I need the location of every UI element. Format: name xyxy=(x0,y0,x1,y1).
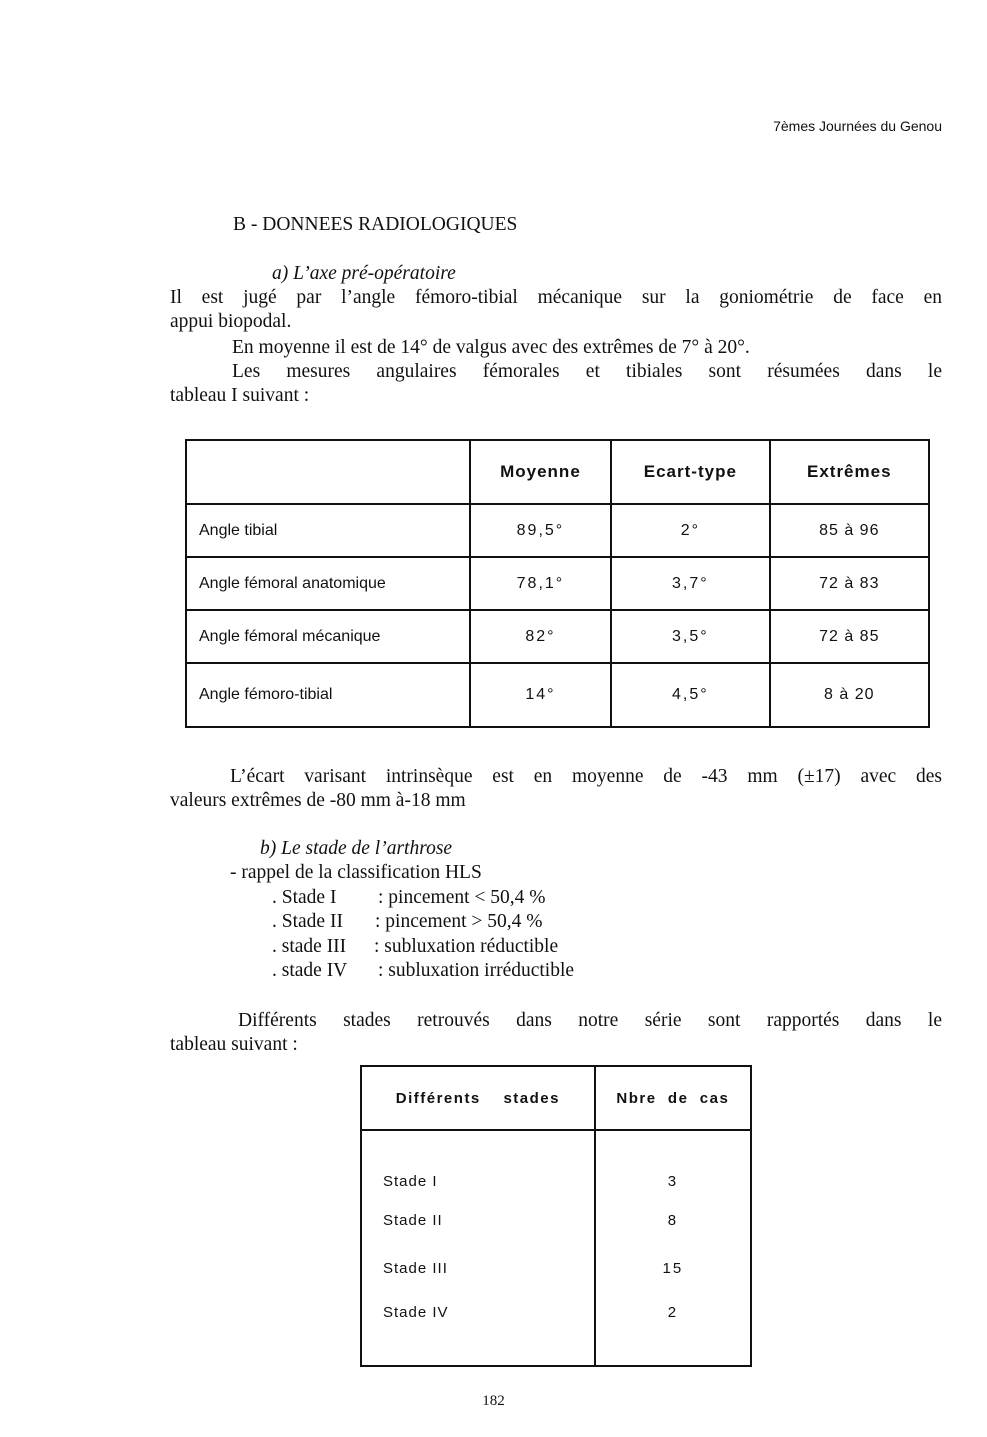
para-1-line-1: Il est jugé par l’angle fémoro-tibial mécanique sur la goniométrie de face en xyxy=(170,287,942,308)
para-3-line-1: Les mesures angulaires fémorales et tibiales sont résumées dans le xyxy=(232,361,942,382)
table-cell: Stade II xyxy=(361,1196,595,1244)
table-header-cell: Nbre de cas xyxy=(595,1066,751,1130)
para-3-line-2: tableau I suivant : xyxy=(170,385,310,406)
table-cell: 8 xyxy=(595,1196,751,1244)
table-row xyxy=(186,663,929,727)
table-header-cell: Moyenne xyxy=(470,440,611,504)
table-row xyxy=(186,557,929,610)
table-cell: 85 à 96 xyxy=(770,504,929,557)
running-header: 7èmes Journées du Genou xyxy=(773,118,942,134)
table-cell: Angle fémoral anatomique xyxy=(186,557,470,610)
table-cell: Stade I xyxy=(361,1130,595,1196)
table-row xyxy=(361,1244,751,1292)
stages-para-line-2: tableau suivant : xyxy=(170,1034,298,1055)
table-header-cell: Ecart-type xyxy=(611,440,769,504)
table-cell: 89,5° xyxy=(470,504,611,557)
table-cell: 82° xyxy=(470,610,611,663)
stages-para-line-1: Différents stades retrouvés dans notre série sont rapportés dans le xyxy=(238,1010,942,1031)
stage-name: . stade IV xyxy=(272,960,348,981)
table-cell: Stade IV xyxy=(361,1292,595,1366)
table-cell: 3,5° xyxy=(611,610,769,663)
table-cell: Angle fémoral mécanique xyxy=(186,610,470,663)
table-cell: 78,1° xyxy=(470,557,611,610)
table-cell: 2° xyxy=(611,504,769,557)
table-cell: 4,5° xyxy=(611,663,769,727)
table-cell: 2 xyxy=(595,1292,751,1366)
table-row xyxy=(361,1130,751,1196)
section-title: B - DONNEES RADIOLOGIQUES xyxy=(233,214,518,235)
table-row xyxy=(186,610,929,663)
stage-desc: : subluxation irréductible xyxy=(378,960,575,981)
table-row xyxy=(186,504,929,557)
table-cell: Stade III xyxy=(361,1244,595,1292)
table-row xyxy=(361,1292,751,1366)
table-cell: 15 xyxy=(595,1244,751,1292)
ecart-line-2: valeurs extrêmes de -80 mm à-18 mm xyxy=(170,790,466,811)
subsection-a-heading: a) L’axe pré-opératoire xyxy=(272,263,456,284)
hls-intro: - rappel de la classification HLS xyxy=(230,862,482,883)
table-cell: Angle fémoro-tibial xyxy=(186,663,470,727)
table-cell: 3 xyxy=(595,1130,751,1196)
table-header-cell: Extrêmes xyxy=(770,440,929,504)
table-cell: 3,7° xyxy=(611,557,769,610)
table-header-cell: Différents stades xyxy=(361,1066,595,1130)
table-header-row xyxy=(361,1066,751,1130)
subsection-b-heading: b) Le stade de l’arthrose xyxy=(260,838,453,859)
table-cell: 14° xyxy=(470,663,611,727)
stage-name: . Stade II xyxy=(272,911,343,932)
stages-table xyxy=(360,1065,752,1367)
table-cell: Angle tibial xyxy=(186,504,470,557)
stage-desc: : pincement < 50,4 % xyxy=(378,887,546,908)
angles-table xyxy=(185,439,930,728)
ecart-line-1: L’écart varisant intrinsèque est en moyenne de -43 mm (±17) avec des xyxy=(230,766,942,787)
stage-name: . stade III xyxy=(272,936,347,957)
stage-desc: : subluxation réductible xyxy=(374,936,559,957)
table-header-cell xyxy=(186,440,470,504)
table-cell: 72 à 85 xyxy=(770,610,929,663)
para-2: En moyenne il est de 14° de valgus avec des extrêmes de 7° à 20°. xyxy=(232,337,750,358)
table-header-row xyxy=(186,440,929,504)
stage-desc: : pincement > 50,4 % xyxy=(375,911,543,932)
table-row xyxy=(361,1196,751,1244)
stage-name: . Stade I xyxy=(272,887,337,908)
table-cell: 8 à 20 xyxy=(770,663,929,727)
table-cell: 72 à 83 xyxy=(770,557,929,610)
page-number: 182 xyxy=(482,1393,505,1409)
para-1-line-2: appui biopodal. xyxy=(170,311,292,332)
